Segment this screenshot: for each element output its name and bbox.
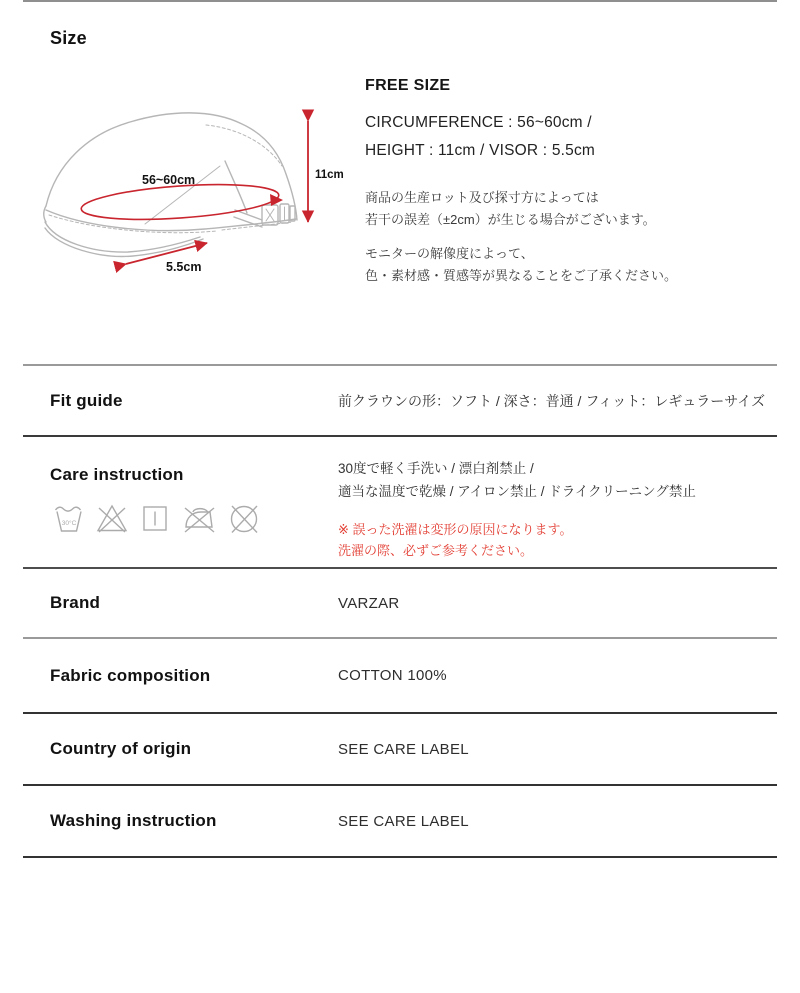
fabric-composition-label: Fabric composition xyxy=(50,665,211,685)
washing-instruction-value: SEE CARE LABEL xyxy=(338,812,469,830)
care-instruction-row xyxy=(23,435,777,567)
flat-cap-sketch xyxy=(30,94,360,294)
circumference-spec: CIRCUMFERENCE : 56~60cm / xyxy=(365,114,592,131)
care-warning-line1: ※ 誤った洗濯は変形の原因になります。 xyxy=(338,522,573,537)
size-section-title: Size xyxy=(50,28,87,48)
care-text-line2: 適当な温度で乾燥 / アイロン禁止 / ドライクリーニング禁止 xyxy=(338,484,696,499)
fabric-composition-row xyxy=(23,637,777,712)
tolerance-note-line2: 若干の誤差（±2cm）が生じる場合がございます。 xyxy=(365,211,656,227)
hat-measurement-diagram xyxy=(23,49,365,294)
care-text-line1: 30度で軽く手洗い / 漂白剤禁止 / xyxy=(338,461,534,476)
size-notes xyxy=(365,187,777,286)
product-spec-sheet xyxy=(23,0,777,858)
washing-instruction-label: Washing instruction xyxy=(50,811,217,830)
monitor-note-line2: 色・素材感・質感等が異なることをご了承ください。 xyxy=(365,267,678,283)
size-section xyxy=(23,0,777,364)
visor-label: 5.5cm xyxy=(166,260,202,274)
svg-text:30°C: 30°C xyxy=(61,520,77,527)
bottom-divider xyxy=(23,856,777,858)
care-instruction-label: Care instruction xyxy=(50,465,184,484)
country-of-origin-value: SEE CARE LABEL xyxy=(338,740,469,758)
no-bleach-icon xyxy=(96,501,128,535)
tolerance-note-line1: 商品の生産ロット及び探寸方によっては xyxy=(365,190,599,205)
monitor-note-line1: モニターの解像度によって、 xyxy=(365,246,534,261)
no-dry-clean-icon xyxy=(227,501,261,535)
brand-label: Brand xyxy=(50,593,101,612)
country-of-origin-label: Country of origin xyxy=(50,739,192,758)
fit-guide-label: Fit guide xyxy=(50,390,123,410)
free-size-heading: FREE SIZE xyxy=(365,77,451,94)
no-iron-icon xyxy=(182,501,216,535)
fit-guide-value: 前クラウンの形：ソフト / 深さ：普通 / フィット：レギュラーサイズ xyxy=(338,392,766,409)
laundry-symbols xyxy=(53,501,338,535)
circumference-label: 56~60cm xyxy=(142,173,196,187)
washing-instruction-row xyxy=(23,784,777,856)
line-dry-icon xyxy=(139,501,171,535)
fabric-composition-value: COTTON 100% xyxy=(338,667,447,684)
brand-row xyxy=(23,567,777,637)
care-warning-line2: 洗濯の際、必ずご参考ください。 xyxy=(338,543,534,558)
height-visor-spec: HEIGHT : 11cm / VISOR : 5.5cm xyxy=(365,142,596,159)
brand-value: VARZAR xyxy=(338,594,400,612)
country-of-origin-row xyxy=(23,712,777,784)
height-label: 11cm xyxy=(315,169,344,181)
hand-wash-30-icon xyxy=(53,501,85,535)
fit-guide-row xyxy=(23,364,777,435)
